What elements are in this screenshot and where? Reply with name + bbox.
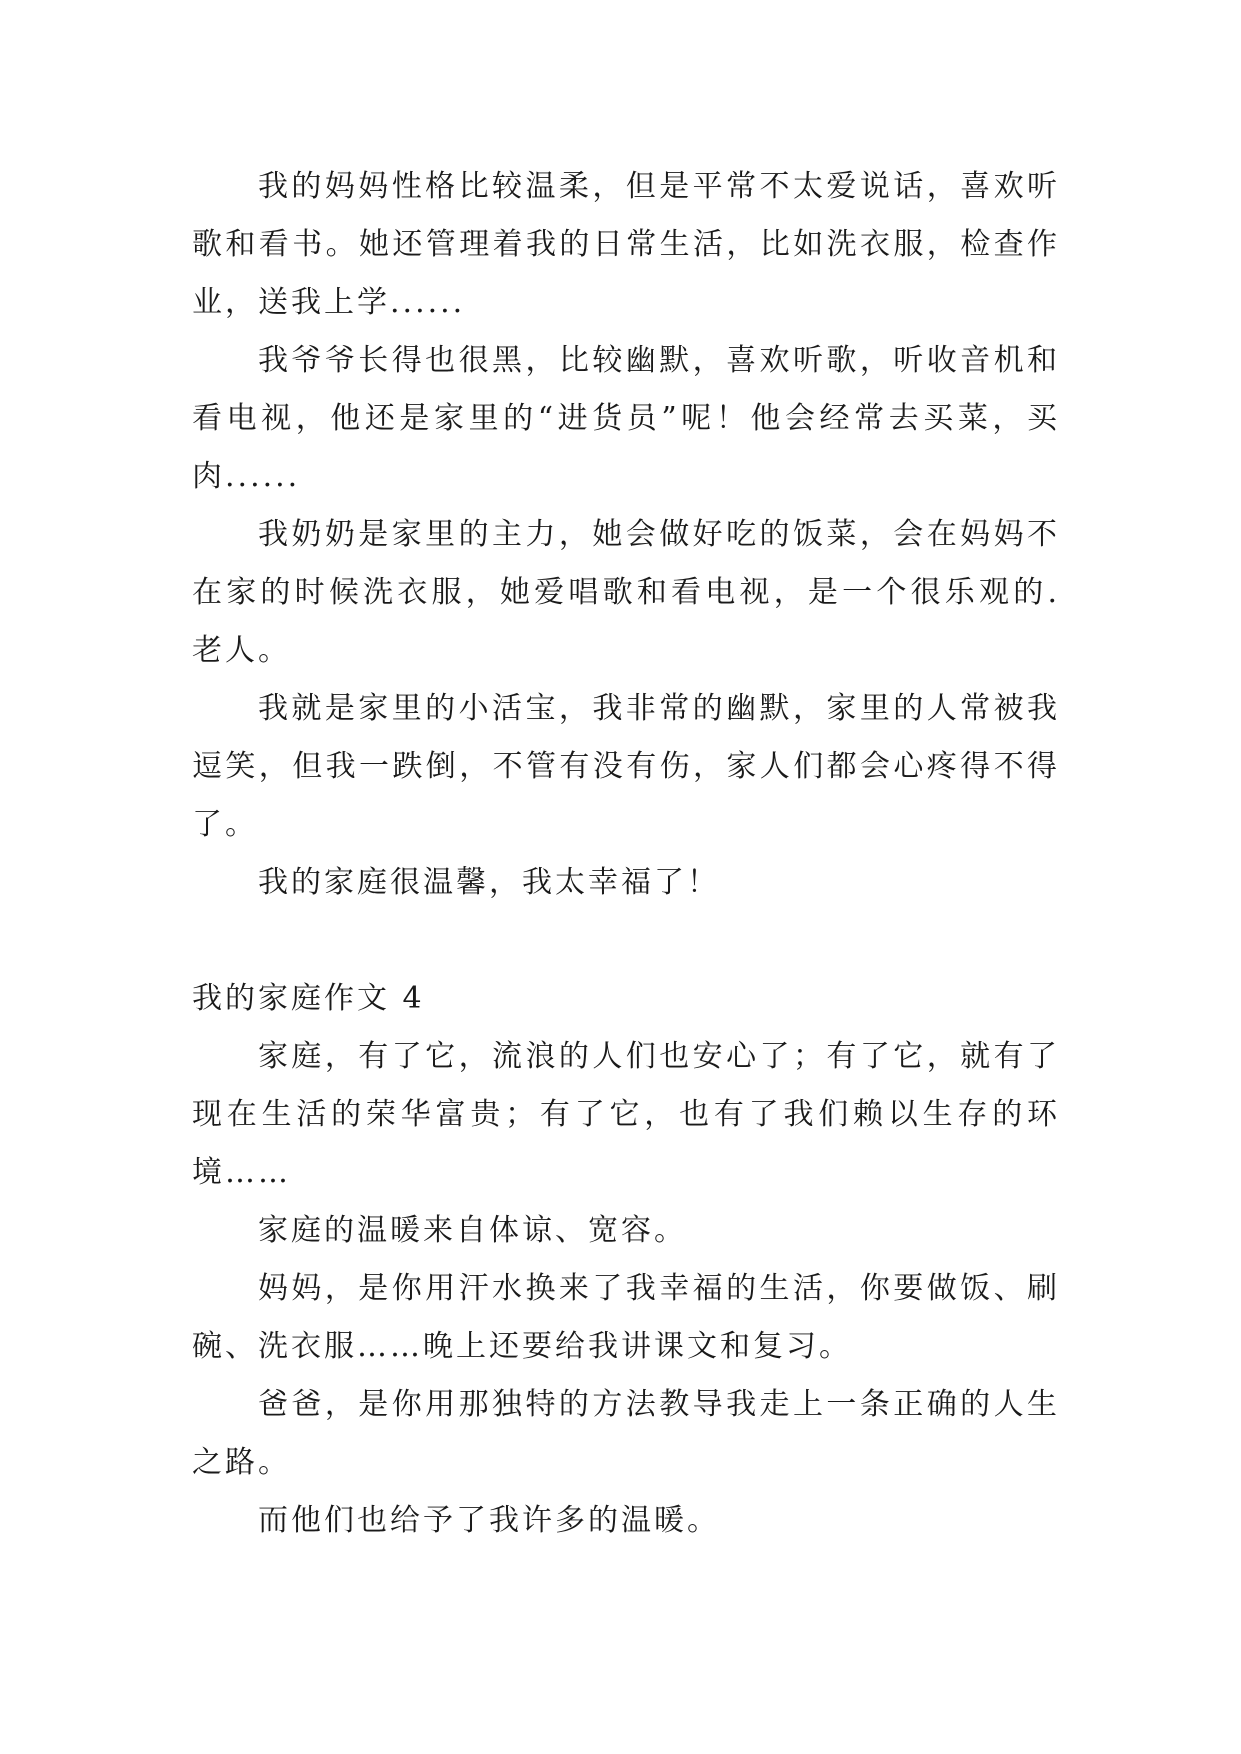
paragraph-dad-guidance: 爸爸，是你用那独特的方法教导我走上一条正确的人生之路。 <box>192 1387 1060 1480</box>
paragraph-mom-effort: 妈妈，是你用汗水换来了我幸福的生活，你要做饭、刷碗、洗衣服……晚上还要给我讲课文和复习。 <box>192 1271 1060 1364</box>
paragraph-grandmother: 我奶奶是家里的主力，她会做好吃的饭菜，会在妈妈不在家的时候洗衣服，她爱唱歌和看电视，是一个很乐观的.老人。 <box>192 517 1060 668</box>
paragraph-self: 我就是家里的小活宝，我非常的幽默，家里的人常被我逗笑，但我一跌倒，不管有没有伤，家人们都会心疼得不得了。 <box>192 691 1060 842</box>
paragraph-grandfather: 我爷爷长得也很黑，比较幽默，喜欢听歌，听收音机和看电视，他还是家里的“进货员”呢！他会经常去买菜，买肉...... <box>192 343 1060 494</box>
section-spacer <box>192 912 1060 970</box>
paragraph-warmth-given: 而他们也给予了我许多的温暖。 <box>258 1503 720 1538</box>
paragraph-mother: 我的妈妈性格比较温柔，但是平常不太爱说话，喜欢听歌和看书。她还管理着我的日常生活，比如洗衣服，检查作业，送我上学...... <box>192 169 1060 320</box>
section-title: 我的家庭作文 4 <box>192 981 425 1016</box>
paragraph-family-warmth: 家庭的温暖来自体谅、宽容。 <box>258 1213 687 1248</box>
paragraph-conclusion: 我的家庭很温馨，我太幸福了！ <box>258 865 720 900</box>
paragraph-family-intro: 家庭，有了它，流浪的人们也安心了；有了它，就有了现在生活的荣华富贵；有了它，也有了我们赖以生存的环境…… <box>192 1039 1060 1190</box>
document-body <box>192 158 1060 1550</box>
